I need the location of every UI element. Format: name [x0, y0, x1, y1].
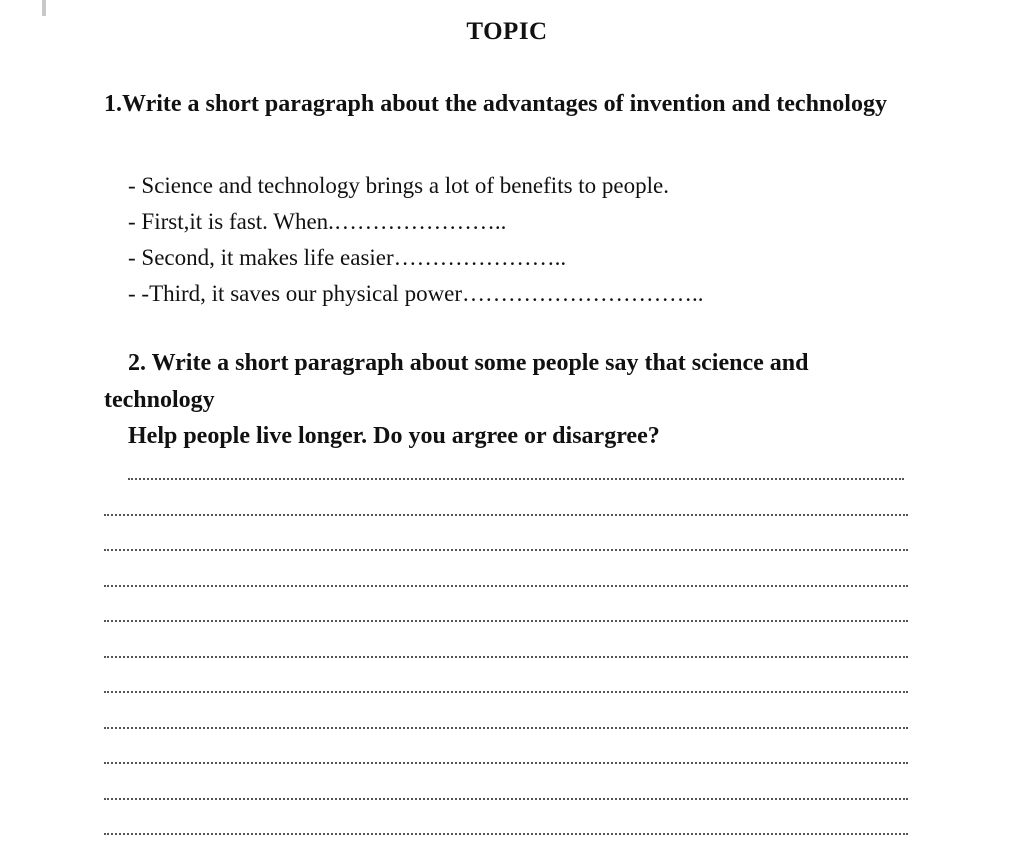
answer-line [104, 620, 908, 622]
question-1-bullet-list [128, 168, 908, 312]
answer-line [128, 478, 904, 480]
page-title: TOPIC [466, 18, 548, 45]
question-2-heading [104, 345, 904, 419]
answer-line [104, 798, 908, 800]
bullet-item: - Second, it makes life easier………………….. [128, 245, 567, 270]
question-2-prompt: Help people live longer. Do you argree or disargree? [128, 423, 660, 449]
answer-line [104, 514, 908, 516]
question-1-heading: 1.Write a short paragraph about the advantages of invention and technology [104, 91, 887, 117]
answer-line [104, 656, 908, 658]
question-2-heading-line-1: 2. Write a short paragraph about some people say that science and [128, 350, 809, 376]
answer-line [104, 585, 908, 587]
answer-line [104, 549, 908, 551]
bullet-item: - Science and technology brings a lot of benefits to people. [128, 173, 669, 198]
question-2-heading-line-2: technology [104, 387, 215, 413]
answer-line [104, 762, 908, 764]
bullet-item: - -Third, it saves our physical power………………………….. [128, 281, 704, 306]
answer-line [104, 727, 908, 729]
answer-line [104, 833, 908, 835]
answer-line [104, 691, 908, 693]
page-edge-mark [42, 0, 46, 16]
bullet-item: - First,it is fast. When.………………….. [128, 209, 507, 234]
